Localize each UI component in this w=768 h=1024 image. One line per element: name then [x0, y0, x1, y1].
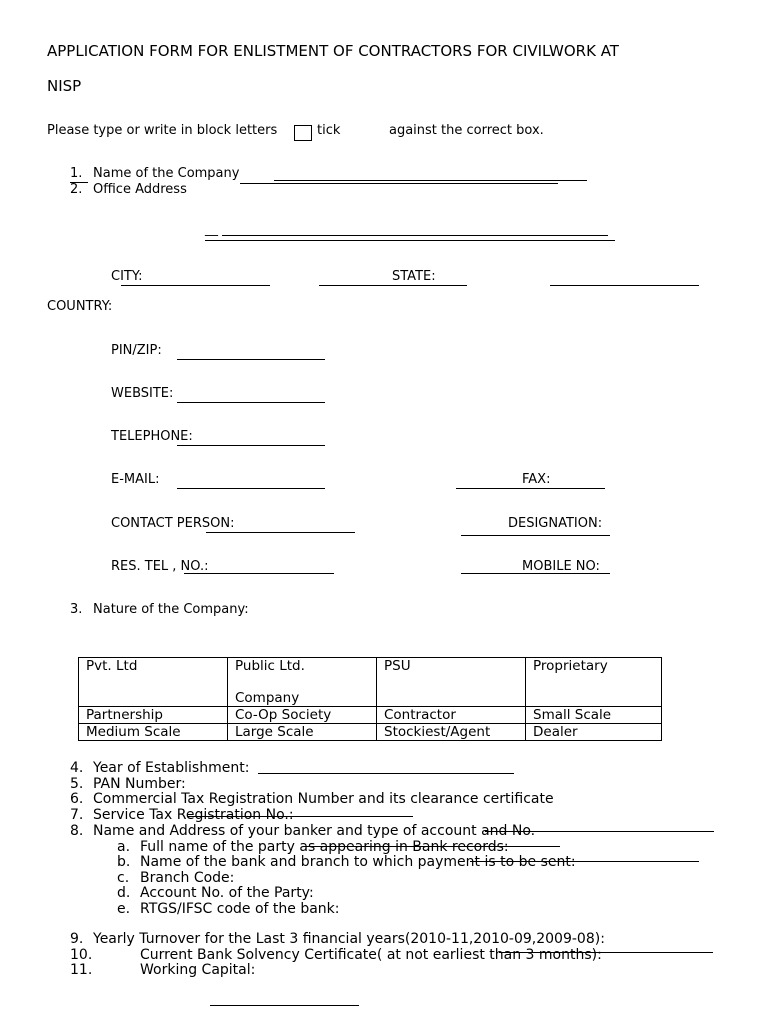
country-field[interactable]	[550, 285, 699, 286]
table-cell[interactable]: Medium Scale	[79, 724, 228, 741]
table-row	[79, 707, 662, 724]
instruction-tick: tick	[317, 123, 341, 138]
item-10-number: 10.	[70, 947, 93, 963]
table-cell[interactable]: Co-Op Society	[228, 707, 377, 724]
table-cell[interactable]: PSU	[377, 658, 526, 707]
service-tax-label: Service Tax Registration No.:	[93, 807, 294, 823]
branch-code-label: Branch Code:	[140, 870, 235, 886]
city-field[interactable]	[121, 285, 270, 286]
ifsc-label: RTGS/IFSC code of the bank:	[140, 901, 340, 917]
subitem-c-letter: c.	[117, 870, 130, 886]
telephone-label: TELEPHONE:	[111, 429, 193, 444]
pin-field[interactable]	[177, 359, 325, 360]
table-cell[interactable]: Stockiest/Agent	[377, 724, 526, 741]
email-field[interactable]	[177, 488, 325, 489]
nature-label: Nature of the Company:	[93, 602, 249, 617]
party-name-field[interactable]	[306, 846, 560, 847]
office-address-label: Office Address	[93, 182, 187, 197]
telephone-field[interactable]	[177, 445, 325, 446]
res-tel-label: RES. TEL , NO.:	[111, 559, 209, 574]
address-underscore: __	[205, 222, 218, 237]
subitem-d-letter: d.	[117, 885, 131, 901]
table-cell[interactable]: Proprietary	[526, 658, 662, 707]
website-field[interactable]	[177, 402, 325, 403]
item-8-number: 8.	[70, 823, 84, 839]
office-address-field-line2[interactable]	[205, 240, 615, 241]
table-cell[interactable]: Contractor	[377, 707, 526, 724]
fax-label: FAX:	[522, 472, 551, 487]
item-3-number: 3.	[70, 602, 83, 617]
service-tax-field[interactable]	[187, 816, 413, 817]
banker-label: Name and Address of your banker and type of account and No.	[93, 823, 536, 839]
company-name-field-line2	[240, 183, 558, 184]
table-row	[79, 658, 662, 707]
nature-of-company-table	[78, 657, 662, 741]
subitem-e-letter: e.	[117, 901, 131, 917]
instruction-tail: against the correct box.	[389, 123, 544, 138]
subitem-b-letter: b.	[117, 854, 131, 870]
item-6-number: 6.	[70, 791, 84, 807]
solvency-label: Current Bank Solvency Certificate( at not earliest than 3 months):	[140, 947, 602, 963]
account-no-label: Account No. of the Party:	[140, 885, 314, 901]
form-title-line1: APPLICATION FORM FOR ENLISTMENT OF CONTRACTORS FOR CIVILWORK AT	[47, 42, 619, 60]
email-label: E-MAIL:	[111, 472, 160, 487]
website-label: WEBSITE:	[111, 386, 174, 401]
company-name-label: Name of the Company	[93, 166, 240, 181]
table-cell[interactable]	[228, 658, 377, 707]
cell-text-line2: Company	[235, 690, 300, 706]
bank-branch-field[interactable]	[470, 861, 699, 862]
working-capital-label: Working Capital:	[140, 962, 256, 978]
instruction-text: Please type or write in block letters	[47, 123, 278, 138]
contact-person-label: CONTACT PERSON:	[111, 516, 235, 531]
bank-branch-label: Name of the bank and branch to which payment is to be sent:	[140, 854, 576, 870]
item-7-number: 7.	[70, 807, 84, 823]
table-cell[interactable]: Small Scale	[526, 707, 662, 724]
office-address-field[interactable]	[222, 235, 608, 236]
item-1-number: 1.	[70, 166, 83, 181]
table-cell[interactable]: Partnership	[79, 707, 228, 724]
item-4-number: 4.	[70, 760, 84, 776]
state-field[interactable]	[319, 285, 467, 286]
item-9-number: 9.	[70, 931, 84, 947]
item-2-number: 2.	[70, 182, 83, 197]
item-11-number: 11.	[70, 962, 93, 978]
table-cell[interactable]: Large Scale	[228, 724, 377, 741]
contact-person-field[interactable]	[206, 532, 355, 533]
city-label: CITY:	[111, 269, 143, 284]
item-5-number: 5.	[70, 776, 84, 792]
designation-field[interactable]	[461, 535, 610, 536]
party-name-label: Full name of the party as appearing in Bank records:	[140, 839, 509, 855]
country-label: COUNTRY:	[47, 299, 113, 314]
res-tel-field[interactable]	[184, 573, 334, 574]
pin-label: PIN/ZIP:	[111, 343, 162, 358]
commercial-tax-label: Commercial Tax Registration Number and its clearance certificate	[93, 791, 554, 807]
working-capital-field[interactable]	[210, 1005, 359, 1006]
banker-field[interactable]	[485, 831, 714, 832]
fax-field[interactable]	[456, 488, 605, 489]
table-cell[interactable]: Dealer	[526, 724, 662, 741]
mobile-field[interactable]	[461, 573, 610, 574]
designation-label: DESIGNATION:	[508, 516, 603, 531]
year-of-establishment-field[interactable]	[258, 773, 514, 774]
tick-checkbox[interactable]	[294, 125, 312, 141]
mobile-label: MOBILE NO:	[522, 559, 600, 574]
pan-number-label: PAN Number:	[93, 776, 186, 792]
cell-text: Public Ltd.	[235, 658, 305, 674]
table-cell[interactable]: Pvt. Ltd	[79, 658, 228, 707]
year-of-establishment-label: Year of Establishment:	[93, 760, 250, 776]
table-row	[79, 724, 662, 741]
company-name-field[interactable]	[274, 180, 587, 181]
form-title-line2: NISP	[47, 77, 82, 95]
turnover-label: Yearly Turnover for the Last 3 financial years(2010-11,2010-09,2009-08):	[93, 931, 605, 947]
state-label: STATE:	[392, 269, 436, 284]
subitem-a-letter: a.	[117, 839, 131, 855]
